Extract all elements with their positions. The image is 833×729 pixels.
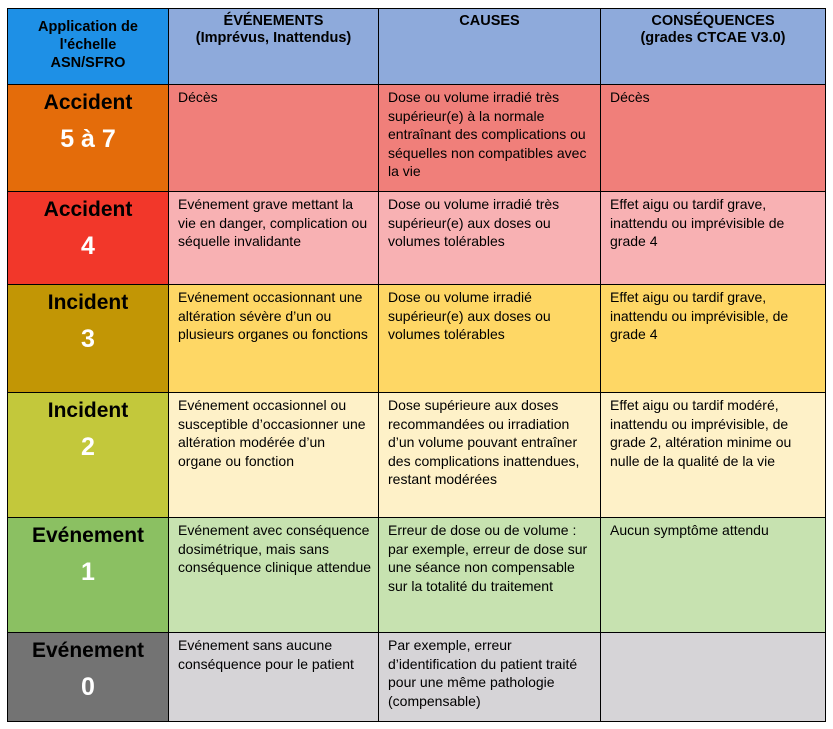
table-row	[8, 393, 826, 518]
header-row	[8, 9, 826, 85]
level-cell	[8, 192, 169, 285]
level-cell	[8, 518, 169, 633]
level-grade: 4	[81, 232, 95, 260]
table-row	[8, 285, 826, 393]
table-row	[8, 633, 826, 722]
header-consequences-line: (grades CTCAE V3.0)	[640, 30, 786, 46]
level-grade: 1	[81, 558, 95, 586]
level-cell	[8, 285, 169, 393]
consequence-cell: Aucun symptôme attendu	[601, 518, 826, 633]
header-causes	[379, 9, 601, 85]
evenement-cell: Evénement occasionnant une altération sévère d’un ou plusieurs organes ou fonctions	[169, 285, 379, 393]
header-evenements-line: ÉVÉNEMENTS	[223, 13, 324, 29]
level-name: Evénement	[31, 639, 145, 662]
level-name: Accident	[43, 91, 133, 114]
level-cell	[8, 633, 169, 722]
consequence-cell: Décès	[601, 85, 826, 192]
header-evenements	[169, 9, 379, 85]
cause-cell: Dose supérieure aux doses recommandées ou irradiation d’un volume pouvant entraîner des complications inattendues, restant modérées	[379, 393, 601, 518]
cause-cell: Dose ou volume irradié très supérieur(e) aux doses ou volumes tolérables	[379, 192, 601, 285]
level-cell	[8, 393, 169, 518]
level-grade: 0	[81, 673, 95, 701]
level-name: Accident	[43, 198, 133, 221]
cause-cell: Dose ou volume irradié supérieur(e) aux doses ou volumes tolérables	[379, 285, 601, 393]
level-cell	[8, 85, 169, 192]
level-grade: 3	[81, 325, 95, 353]
header-application-line: Application de	[38, 19, 138, 35]
cause-cell: Erreur de dose ou de volume : par exemple, erreur de dose sur une séance non compensable sur la totalité du traitement	[379, 518, 601, 633]
table-row	[8, 85, 826, 192]
header-causes-line: CAUSES	[459, 13, 520, 29]
evenement-cell: Evénement avec conséquence dosimétrique, mais sans conséquence clinique attendue	[169, 518, 379, 633]
table-row	[8, 192, 826, 285]
header-application-line: l'échelle	[59, 37, 117, 53]
header-evenements-line: (Imprévus, Inattendus)	[195, 30, 352, 46]
level-name: Incident	[47, 291, 129, 314]
header-application-line: ASN/SFRO	[50, 55, 126, 71]
cause-cell: Dose ou volume irradié très supérieur(e) à la normale entraînant des complications ou séquelles non compatibles avec la vie	[379, 85, 601, 192]
evenement-cell: Décès	[169, 85, 379, 192]
header-consequences-line: CONSÉQUENCES	[651, 13, 775, 29]
cause-cell: Par exemple, erreur d’identification du patient traité pour une même pathologie (compensable)	[379, 633, 601, 722]
consequence-cell: Effet aigu ou tardif grave, inattendu ou imprévisible de grade 4	[601, 192, 826, 285]
table-row	[8, 518, 826, 633]
header-consequences	[601, 9, 826, 85]
evenement-cell: Evénement grave mettant la vie en danger, complication ou séquelle invalidante	[169, 192, 379, 285]
level-grade: 2	[81, 433, 95, 461]
consequence-cell	[601, 633, 826, 722]
level-name: Incident	[47, 399, 129, 422]
asn-sfro-scale-table	[7, 8, 826, 722]
header-application	[8, 9, 169, 85]
evenement-cell: Evénement occasionnel ou susceptible d’occasionner une altération modérée d’un organe ou fonction	[169, 393, 379, 518]
consequence-cell: Effet aigu ou tardif modéré, inattendu ou imprévisible, de grade 2, altération minime ou nulle de la qualité de la vie	[601, 393, 826, 518]
level-name: Evénement	[31, 524, 145, 547]
consequence-cell: Effet aigu ou tardif grave, inattendu ou imprévisible, de grade 4	[601, 285, 826, 393]
evenement-cell: Evénement sans aucune conséquence pour le patient	[169, 633, 379, 722]
level-grade: 5 à 7	[60, 125, 116, 153]
